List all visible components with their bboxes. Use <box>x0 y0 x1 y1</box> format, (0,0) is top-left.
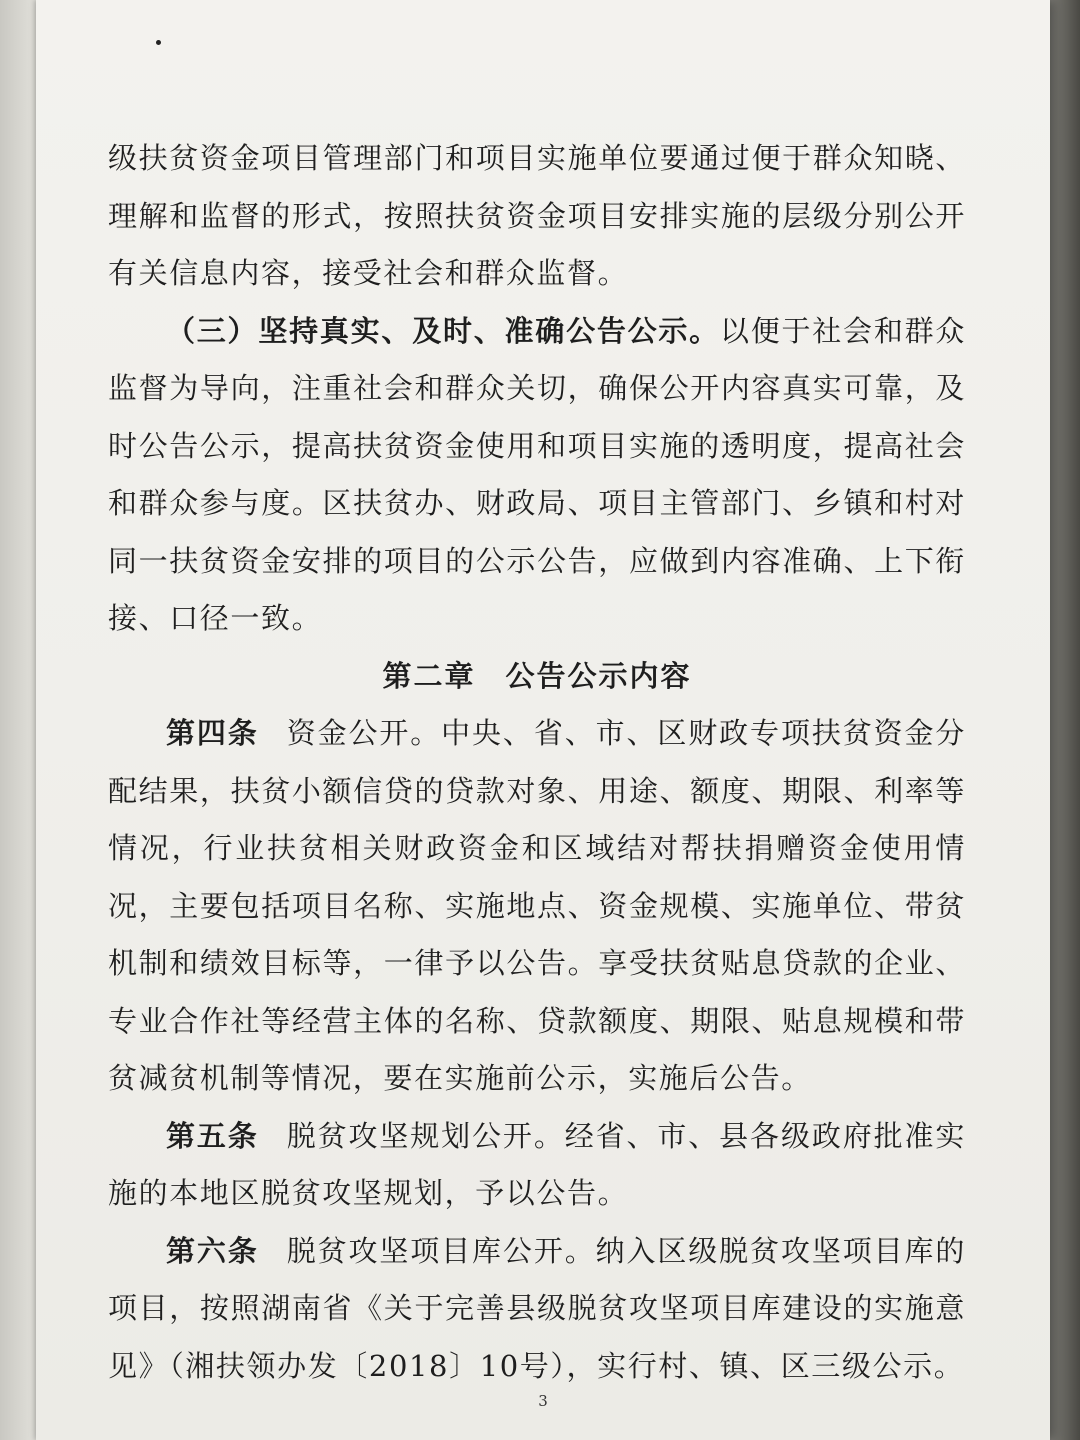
article-6 <box>108 1223 966 1396</box>
principle-3-paragraph <box>108 303 966 648</box>
article-5-text: 脱贫攻坚规划公开。经省、市、县各级政府批准实施的本地区脱贫攻坚规划，予以公告。 <box>108 1118 966 1210</box>
desk-background-left <box>0 0 40 1440</box>
intro-text: 级扶贫资金项目管理部门和项目实施单位要通过便于群众知晓、理解和监督的形式，按照扶贫资金项目安排实施的层级分别公开有关信息内容，接受社会和群众监督。 <box>108 141 966 290</box>
article-5-label: 第五条 <box>166 1118 259 1153</box>
page-number: 3 <box>538 1392 548 1410</box>
article-6-text: 脱贫攻坚项目库公开。纳入区级脱贫攻坚项目库的项目，按照湖南省《关于完善县级脱贫攻坚项目库建设的实施意见》（湘扶领办发〔2018〕10号），实行村、镇、区三级公示。 <box>108 1233 966 1383</box>
chapter-heading <box>108 648 966 706</box>
punch-mark <box>156 40 161 45</box>
principle-3-body: 以便于社会和群众监督为导向，注重社会和群众关切，确保公开内容真实可靠，及时公告公示，提高扶贫资金使用和项目实施的透明度，提高社会和群众参与度。区扶贫办、财政局、项目主管部门、乡镇和村对同一扶贫资金安排的项目的公示公告，应做到内容准确、上下衔接、口径一致。 <box>108 313 966 635</box>
desk-background-right <box>1050 0 1080 1440</box>
document-page <box>36 0 1050 1440</box>
article-4-label: 第四条 <box>166 716 259 750</box>
chapter-title: 公告公示内容 <box>505 658 692 693</box>
chapter-number: 第二章 <box>382 658 476 693</box>
page-content <box>108 130 966 1395</box>
article-4 <box>108 705 966 1108</box>
article-5 <box>108 1108 966 1223</box>
article-4-text: 资金公开。中央、省、市、区财政专项扶贫资金分配结果，扶贫小额信贷的贷款对象、用途、额度、期限、利率等情况，行业扶贫相关财政资金和区域结对帮扶捐赠资金使用情况，主要包括项目名称、实施地点、资金规模、实施单位、带贫机制和绩效目标等，一律予以公告。享受扶贫贴息贷款的企业、专业合作社等经营主体的名称、贷款额度、期限、贴息规模和带贫减贫机制等情况，要在实施前公示，实施后公告。 <box>108 716 966 1095</box>
article-6-label: 第六条 <box>166 1233 259 1268</box>
intro-paragraph <box>108 130 966 303</box>
principle-3-heading: （三）坚持真实、及时、准确公告公示。 <box>166 313 720 348</box>
